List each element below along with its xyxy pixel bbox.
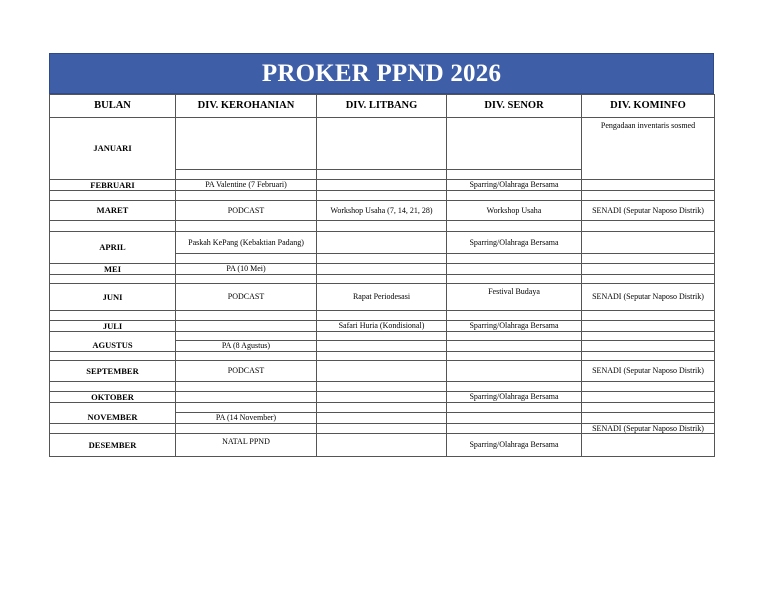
cell — [582, 403, 715, 413]
cell — [582, 332, 715, 341]
cell — [50, 424, 176, 434]
cell — [317, 191, 447, 201]
month-maret: MARET — [50, 201, 176, 221]
cell-jun-kerohanian: PODCAST — [176, 284, 317, 311]
cell — [50, 221, 176, 232]
cell — [317, 382, 447, 392]
cell — [447, 221, 582, 232]
cell — [317, 413, 447, 424]
cell — [176, 191, 317, 201]
cell-des-senor: Sparring/Olahraga Bersama — [447, 434, 582, 457]
cell — [317, 170, 447, 180]
cell — [447, 118, 582, 170]
cell — [317, 180, 447, 191]
cell — [582, 341, 715, 352]
cell — [317, 118, 447, 170]
cell — [582, 311, 715, 321]
month-juli: JULI — [50, 321, 176, 332]
month-november: NOVEMBER — [50, 403, 176, 424]
cell — [317, 232, 447, 254]
cell-agu-kerohanian: PA (8 Agustus) — [176, 341, 317, 352]
cell — [582, 264, 715, 275]
month-mei: MEI — [50, 264, 176, 275]
cell — [582, 413, 715, 424]
header-kerohanian: DIV. KEROHANIAN — [176, 95, 317, 118]
table-row — [50, 361, 715, 382]
cell — [176, 352, 317, 361]
table-row — [50, 434, 715, 457]
cell — [317, 341, 447, 352]
cell — [582, 180, 715, 191]
cell — [582, 191, 715, 201]
cell-des-kerohanian: NATAL PPND — [176, 434, 317, 457]
table-row — [50, 275, 715, 284]
table-row — [50, 332, 715, 341]
cell — [447, 361, 582, 382]
cell-mar-kerohanian: PODCAST — [176, 201, 317, 221]
program-sheet — [49, 53, 714, 457]
cell-jan-kominfo: Pengadaan inventaris sosmed — [582, 118, 715, 180]
cell-feb-kerohanian: PA Valentine (7 Februari) — [176, 180, 317, 191]
cell — [317, 403, 447, 413]
cell — [447, 311, 582, 321]
cell — [447, 341, 582, 352]
cell — [317, 221, 447, 232]
cell — [317, 311, 447, 321]
cell-okt-senor: Sparring/Olahraga Bersama — [447, 392, 582, 403]
cell — [447, 254, 582, 264]
cell-nov-kerohanian: PA (14 November) — [176, 413, 317, 424]
cell — [50, 275, 176, 284]
cell-mei-kerohanian: PA (10 Mei) — [176, 264, 317, 275]
cell — [447, 424, 582, 434]
table-row — [50, 321, 715, 332]
cell-jun-kominfo: SENADI (Seputar Naposo Distrik) — [582, 284, 715, 311]
table-row — [50, 352, 715, 361]
cell — [582, 275, 715, 284]
cell — [176, 118, 317, 170]
cell — [317, 264, 447, 275]
cell — [582, 232, 715, 254]
cell — [447, 275, 582, 284]
cell — [317, 361, 447, 382]
cell — [582, 221, 715, 232]
month-januari: JANUARI — [50, 118, 176, 180]
cell-apr-kerohanian: Paskah KePang (Kebaktian Padang) — [176, 232, 317, 254]
header-litbang: DIV. LITBANG — [317, 95, 447, 118]
header-bulan: BULAN — [50, 95, 176, 118]
cell — [317, 254, 447, 264]
table-row — [50, 221, 715, 232]
cell — [447, 382, 582, 392]
cell — [582, 392, 715, 403]
cell-jun-senor: Festival Budaya — [447, 284, 582, 311]
cell — [317, 352, 447, 361]
cell — [176, 392, 317, 403]
cell — [317, 332, 447, 341]
cell — [176, 321, 317, 332]
cell — [582, 382, 715, 392]
table-row — [50, 191, 715, 201]
cell — [176, 424, 317, 434]
cell — [582, 434, 715, 457]
cell — [447, 170, 582, 180]
cell — [176, 403, 317, 413]
table-row — [50, 311, 715, 321]
month-oktober: OKTOBER — [50, 392, 176, 403]
cell — [582, 352, 715, 361]
table-row — [50, 232, 715, 254]
month-september: SEPTEMBER — [50, 361, 176, 382]
cell — [50, 382, 176, 392]
cell — [447, 352, 582, 361]
cell — [176, 170, 317, 180]
cell — [176, 332, 317, 341]
cell — [176, 382, 317, 392]
table-row — [50, 118, 715, 170]
month-februari: FEBRUARI — [50, 180, 176, 191]
cell — [317, 424, 447, 434]
cell-mar-litbang: Workshop Usaha (7, 14, 21, 28) — [317, 201, 447, 221]
table-row — [50, 264, 715, 275]
sheet-title: PROKER PPND 2026 — [49, 53, 714, 94]
table-row — [50, 382, 715, 392]
cell — [176, 311, 317, 321]
cell-jul-litbang: Safari Huria (Kondisional) — [317, 321, 447, 332]
cell — [176, 221, 317, 232]
header-kominfo: DIV. KOMINFO — [582, 95, 715, 118]
cell-mar-kominfo: SENADI (Seputar Naposo Distrik) — [582, 201, 715, 221]
cell — [447, 413, 582, 424]
cell-sep-kerohanian: PODCAST — [176, 361, 317, 382]
cell — [447, 403, 582, 413]
month-juni: JUNI — [50, 284, 176, 311]
cell — [317, 392, 447, 403]
table-row — [50, 424, 715, 434]
cell — [50, 191, 176, 201]
cell-apr-senor: Sparring/Olahraga Bersama — [447, 232, 582, 254]
program-table — [49, 94, 715, 457]
cell-sep-kominfo: SENADI (Seputar Naposo Distrik) — [582, 361, 715, 382]
table-row — [50, 403, 715, 413]
cell — [317, 434, 447, 457]
month-april: APRIL — [50, 232, 176, 264]
month-desember: DESEMBER — [50, 434, 176, 457]
header-row — [50, 95, 715, 118]
cell-feb-senor: Sparring/Olahraga Bersama — [447, 180, 582, 191]
cell — [317, 275, 447, 284]
cell — [447, 264, 582, 275]
header-senor: DIV. SENOR — [447, 95, 582, 118]
table-row — [50, 392, 715, 403]
cell — [176, 275, 317, 284]
cell — [447, 191, 582, 201]
cell — [582, 254, 715, 264]
cell-jul-senor: Sparring/Olahraga Bersama — [447, 321, 582, 332]
cell — [176, 254, 317, 264]
cell — [582, 321, 715, 332]
cell-nov-kominfo: SENADI (Seputar Naposo Distrik) — [582, 424, 715, 434]
table-row — [50, 201, 715, 221]
cell-jun-litbang: Rapat Periodesasi — [317, 284, 447, 311]
cell — [447, 332, 582, 341]
cell — [50, 352, 176, 361]
month-agustus: AGUSTUS — [50, 332, 176, 352]
table-row — [50, 180, 715, 191]
cell-mar-senor: Workshop Usaha — [447, 201, 582, 221]
cell — [50, 311, 176, 321]
table-row — [50, 284, 715, 311]
